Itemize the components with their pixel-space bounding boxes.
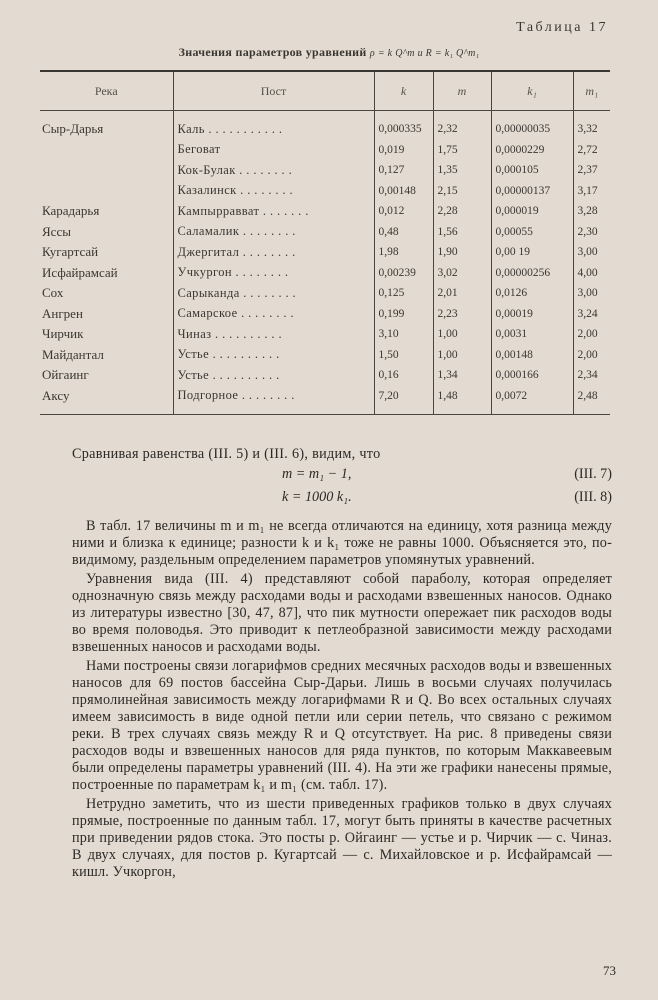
cell-river: Майдантал: [42, 346, 104, 362]
cell-river: Чирчик: [42, 326, 84, 342]
table-caption-text: Значения параметров уравнений: [178, 45, 367, 59]
cell-post: Саламалик . . . . . . . .: [173, 222, 374, 243]
cell-k1: 0,00000137: [491, 181, 573, 202]
cell-k: 0,00148: [374, 181, 433, 202]
cell-post: Беговат: [173, 140, 374, 161]
cell-m1: 3,00: [573, 283, 610, 304]
header-k: k: [374, 71, 433, 111]
cell-k1: 0,0072: [491, 386, 573, 415]
cell-k: 3,10: [374, 324, 433, 345]
table-caption-formula: ρ = k Q^m и R = k₁ Q^m₁: [369, 48, 480, 59]
cell-m1: 2,34: [573, 365, 610, 386]
cell-k: 0,00239: [374, 263, 433, 284]
paragraph-4: Нетрудно заметить, что из шести приведенных графиков только в двух случаях прямые, построенные по данным табл. 17, могут быть приняты в качестве расчетных при приведении рядов стока. Это посты р. Ойгаинг — устье и р. Чирчик — с. Чиназ. В двух случаях, для постов р. Кугартсай — с. Михайловское и р. Исфайрамсай — кишл. Учкоргон,: [72, 796, 612, 880]
cell-k1: 0,0126: [491, 283, 573, 304]
cell-m: 1,00: [433, 324, 491, 345]
cell-post: Подгорное . . . . . . . .: [173, 386, 374, 415]
equation-1-number: (III. 7): [574, 466, 612, 482]
cell-river: Кугартсай: [42, 244, 99, 260]
table-row: [40, 324, 610, 345]
cell-k1: 0,000105: [491, 160, 573, 181]
table-row: [40, 263, 610, 284]
page-number: 73: [603, 963, 616, 978]
table-row: [40, 242, 610, 263]
cell-k: 0,199: [374, 304, 433, 325]
table-row: [40, 386, 610, 415]
table-number: Таблица 17: [516, 20, 608, 35]
table-row: [40, 160, 610, 181]
cell-post: Учкургон . . . . . . . .: [173, 263, 374, 284]
cell-k1: 0,00019: [491, 304, 573, 325]
table-row: [40, 365, 610, 386]
cell-m1: 2,37: [573, 160, 610, 181]
cell-m: 2,15: [433, 181, 491, 202]
cell-post: Кок-Булак . . . . . . . .: [173, 160, 374, 181]
table-row: [40, 345, 610, 366]
cell-post: Кампырравват . . . . . . .: [173, 201, 374, 222]
table-row: [40, 140, 610, 161]
parameters-table: [40, 70, 610, 415]
cell-m: 3,02: [433, 263, 491, 284]
cell-m1: 2,48: [573, 386, 610, 415]
cell-k: 0,125: [374, 283, 433, 304]
header-k1: k₁: [491, 71, 573, 111]
cell-k: 0,48: [374, 222, 433, 243]
cell-m: 1,56: [433, 222, 491, 243]
body-paragraphs: [72, 518, 612, 883]
cell-m1: 2,72: [573, 140, 610, 161]
cell-k1: 0,00055: [491, 222, 573, 243]
cell-m1: 2,00: [573, 345, 610, 366]
cell-k1: 0,00 19: [491, 242, 573, 263]
cell-k: 0,127: [374, 160, 433, 181]
cell-m: 1,34: [433, 365, 491, 386]
cell-river: Аксу: [40, 386, 173, 415]
table-row: [40, 181, 610, 202]
table-row: [40, 304, 610, 325]
cell-post: Сарыканда . . . . . . . .: [173, 283, 374, 304]
cell-m: 2,32: [433, 111, 491, 140]
equation-2-number: (III. 8): [574, 489, 612, 505]
paragraph-1: В табл. 17 величины m и m₁ не всегда отличаются на единицу, хотя разница между ними и близка к единице; разности k и k₁ тоже не равны 1000. Объясняется это, по-видимому, раздельным определением параметров упомянутых уравнений.: [72, 518, 612, 568]
cell-m: 1,75: [433, 140, 491, 161]
cell-river: Сыр-Дарья: [42, 121, 104, 137]
cell-k: 0,000335: [374, 111, 433, 140]
cell-m: 1,00: [433, 345, 491, 366]
cell-k1: 0,00000035: [491, 111, 573, 140]
cell-m1: 3,28: [573, 201, 610, 222]
cell-post: Казалинск . . . . . . . .: [173, 181, 374, 202]
header-m1: m₁: [573, 71, 610, 111]
cell-post: Устье . . . . . . . . . .: [173, 365, 374, 386]
cell-k1: 0,00148: [491, 345, 573, 366]
cell-m1: 3,32: [573, 111, 610, 140]
cell-k1: 0,0031: [491, 324, 573, 345]
cell-river: Ангрен: [42, 305, 83, 321]
paragraph-3: Нами построены связи логарифмов средних месячных расходов воды и взвешенных наносов для 69 постов бассейна Сыр-Дарьи. Лишь в восьми случаях получилась прямолинейная зависимость между логарифмами R и Q. Во всех остальных случаях имеем зависимость в виде одной петли или серии петель, что связано с режимом реки. В трех случаях связь между R и Q отсутствует. На рис. 8 приведены связи расходов воды и взвешенных наносов для ряда пунктов, по которым Маккавеевым были определены параметры уравнений (III. 4). На эти же графики нанесены прямые, построенные по параметрам k₁ и m₁ (см. табл. 17).: [72, 658, 612, 793]
cell-m1: 3,00: [573, 242, 610, 263]
table-row: [40, 111, 610, 140]
table-row: [40, 222, 610, 243]
cell-k: 0,019: [374, 140, 433, 161]
cell-m1: 2,30: [573, 222, 610, 243]
cell-m: 2,28: [433, 201, 491, 222]
cell-post: Каль . . . . . . . . . . .: [173, 111, 374, 140]
table-header-row: [40, 71, 610, 111]
cell-river: [40, 181, 173, 202]
equation-1: m = m₁ − 1,: [282, 466, 352, 482]
cell-post: Устье . . . . . . . . . .: [173, 345, 374, 366]
cell-k: 0,16: [374, 365, 433, 386]
cell-post: Чиназ . . . . . . . . . .: [173, 324, 374, 345]
cell-river: Ойгаинг: [42, 367, 89, 383]
cell-river: Карадарья: [42, 203, 100, 219]
table-row: [40, 201, 610, 222]
table-body: [40, 111, 610, 415]
cell-k1: 0,000166: [491, 365, 573, 386]
cell-river: Яссы: [42, 223, 71, 239]
equation-2: k = 1000 k₁.: [282, 489, 352, 505]
table-row: [40, 283, 610, 304]
cell-k1: 0,00000256: [491, 263, 573, 284]
cell-m: 2,01: [433, 283, 491, 304]
cell-m1: 3,24: [573, 304, 610, 325]
cell-m: 1,90: [433, 242, 491, 263]
cell-k: 7,20: [374, 386, 433, 415]
cell-m1: 4,00: [573, 263, 610, 284]
cell-k: 0,012: [374, 201, 433, 222]
cell-k: 1,98: [374, 242, 433, 263]
cell-k: 1,50: [374, 345, 433, 366]
lead-sentence: Сравнивая равенства (III. 5) и (III. 6), видим, что: [72, 446, 381, 462]
cell-post: Джергитал . . . . . . . .: [173, 242, 374, 263]
header-m: m: [433, 71, 491, 111]
cell-m: 1,48: [433, 386, 491, 415]
paragraph-2: Уравнения вида (III. 4) представляют собой параболу, которая определяет однозначную связь между расходами воды и расходами взвешенных наносов. Однако из литературы известно [30, 47, 87], что пик мутности опережает пик расходов воды во время половодья. Это приводит к петлеобразной зависимости между расходами взвешенных наносов и расходами воды.: [72, 571, 612, 655]
cell-post: Самарское . . . . . . . .: [173, 304, 374, 325]
cell-m: 1,35: [433, 160, 491, 181]
cell-m1: 2,00: [573, 324, 610, 345]
header-river: Река: [40, 71, 173, 111]
cell-k1: 0,0000229: [491, 140, 573, 161]
cell-river: [40, 140, 173, 161]
cell-m: 2,23: [433, 304, 491, 325]
cell-river: Сох: [42, 285, 64, 301]
cell-m1: 3,17: [573, 181, 610, 202]
table-caption: [0, 45, 658, 60]
header-post: Пост: [173, 71, 374, 111]
cell-river: Исфайрамсай: [42, 264, 118, 280]
cell-k1: 0,000019: [491, 201, 573, 222]
cell-river: [40, 160, 173, 181]
